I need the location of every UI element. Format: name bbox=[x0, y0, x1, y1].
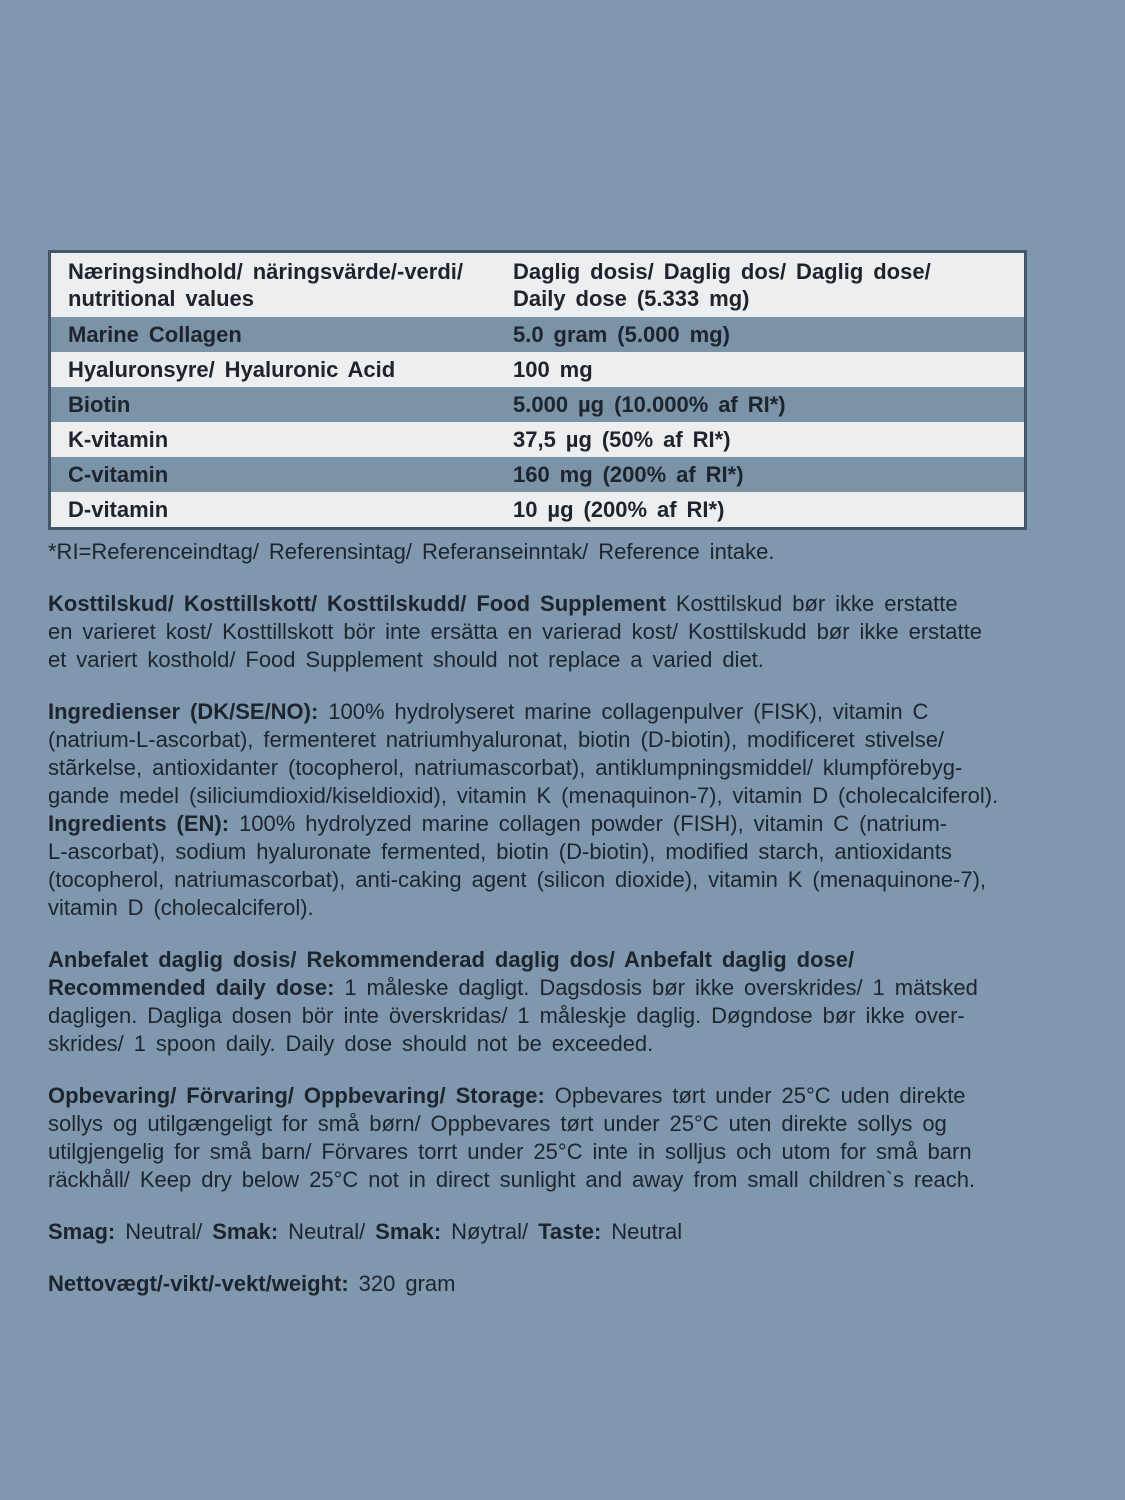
nutrition-table-header-row bbox=[51, 253, 1024, 317]
text-line bbox=[48, 1218, 1088, 1246]
ingredients-paragraph bbox=[48, 698, 1088, 922]
text-line bbox=[48, 810, 1088, 838]
text-line bbox=[48, 646, 1088, 674]
header-col1-line1: Næringsindhold/ näringsvärde/-verdi/ bbox=[68, 259, 464, 284]
table-row bbox=[51, 422, 1024, 457]
text-line bbox=[48, 866, 1088, 894]
text-line bbox=[48, 1082, 1088, 1110]
nutrient-value: 100 mg bbox=[513, 356, 593, 382]
text-line bbox=[48, 726, 1088, 754]
text-segment: en varieret kost/ Kosttillskott bör inte ersätta en varierad kost/ Kosttilskudd bør ikke erstatte bbox=[48, 619, 982, 644]
text-segment: gande medel (siliciumdioxid/kiseldioxid), vitamin K (menaquinon-7), vitamin D (cholecalciferol). bbox=[48, 783, 999, 808]
table-row bbox=[51, 352, 1024, 387]
header-col2-line2: Daily dose (5.333 mg) bbox=[513, 286, 750, 311]
header-nutritional-values bbox=[51, 258, 513, 312]
text-line bbox=[48, 946, 1088, 974]
text-line bbox=[48, 1138, 1088, 1166]
bold-text-segment: Opbevaring/ Förvaring/ Oppbevaring/ Storage: bbox=[48, 1083, 545, 1108]
nutrient-name: C-vitamin bbox=[68, 461, 169, 487]
text-segment: vitamin D (cholecalciferol). bbox=[48, 895, 314, 920]
text-segment: 320 gram bbox=[348, 1271, 456, 1296]
storage-paragraph bbox=[48, 1082, 1088, 1194]
text-line bbox=[48, 782, 1088, 810]
header-col1-line2: nutritional values bbox=[68, 286, 254, 311]
table-row bbox=[51, 387, 1024, 422]
text-segment: (tocopherol, natriumascorbat), anti-caking agent (silicon dioxide), vitamin K (menaquinone-7), bbox=[48, 867, 987, 892]
bold-text-segment: Ingredients (EN): bbox=[48, 811, 230, 836]
reference-intake-note bbox=[48, 538, 1088, 566]
bold-text-segment: Anbefalet daglig dosis/ Rekommenderad daglig dos/ Anbefalt daglig dose/ bbox=[48, 947, 855, 972]
header-daily-dose bbox=[513, 258, 1024, 312]
taste-line bbox=[48, 1218, 1088, 1246]
label-content bbox=[48, 250, 1088, 1298]
label-paragraphs bbox=[48, 538, 1088, 1298]
nutrient-value: 5.0 gram (5.000 mg) bbox=[513, 321, 730, 347]
text-segment: räckhåll/ Keep dry below 25°C not in direct sunlight and away from small children`s reach. bbox=[48, 1167, 976, 1192]
text-line bbox=[48, 894, 1088, 922]
text-line bbox=[48, 1110, 1088, 1138]
text-segment: (natrium-L-ascorbat), fermenteret natriumhyaluronat, biotin (D-biotin), modificeret stivelse/ bbox=[48, 727, 945, 752]
text-line bbox=[48, 1166, 1088, 1194]
table-row bbox=[51, 457, 1024, 492]
text-line bbox=[48, 838, 1088, 866]
text-line bbox=[48, 698, 1088, 726]
bold-text-segment: Recommended daily dose: bbox=[48, 975, 335, 1000]
food-supplement-paragraph bbox=[48, 590, 1088, 674]
text-segment: Neutral bbox=[601, 1219, 683, 1244]
nutrient-value: 5.000 µg (10.000% af RI*) bbox=[513, 391, 786, 417]
nutrient-name: Hyaluronsyre/ Hyaluronic Acid bbox=[68, 356, 396, 382]
recommended-dose-paragraph bbox=[48, 946, 1088, 1058]
nutrition-table-body bbox=[51, 317, 1024, 527]
bold-text-segment: Smag: bbox=[48, 1219, 116, 1244]
bold-text-segment: Ingredienser (DK/SE/NO): bbox=[48, 699, 319, 724]
text-segment: Neutral/ bbox=[278, 1219, 376, 1244]
text-line bbox=[48, 1270, 1088, 1298]
text-segment: *RI=Referenceindtag/ Referensintag/ Referanseinntak/ Reference intake. bbox=[48, 539, 775, 564]
text-line bbox=[48, 974, 1088, 1002]
nutrient-name: Biotin bbox=[68, 391, 131, 417]
text-segment: Nøytral/ bbox=[441, 1219, 539, 1244]
text-segment: L-ascorbat), sodium hyaluronate fermented, biotin (D-biotin), modified starch, antioxidants bbox=[48, 839, 952, 864]
nutrient-value: 37,5 µg (50% af RI*) bbox=[513, 426, 731, 452]
table-row bbox=[51, 492, 1024, 527]
bold-text-segment: Taste: bbox=[538, 1219, 602, 1244]
text-line bbox=[48, 590, 1088, 618]
text-line bbox=[48, 1030, 1088, 1058]
text-segment: sollys og utilgængeligt for små børn/ Oppbevares tørt under 25°C uten direkte sollys og bbox=[48, 1111, 947, 1136]
nutrient-name: Marine Collagen bbox=[68, 321, 242, 347]
text-segment: Opbevares tørt under 25°C uden direkte bbox=[544, 1083, 966, 1108]
nutrient-value: 160 mg (200% af RI*) bbox=[513, 461, 744, 487]
bold-text-segment: Smak: bbox=[375, 1219, 442, 1244]
text-segment: 1 måleske dagligt. Dagsdosis bør ikke overskrides/ 1 mätsked bbox=[334, 975, 978, 1000]
text-line bbox=[48, 618, 1088, 646]
net-weight-line bbox=[48, 1270, 1088, 1298]
nutrient-name: K-vitamin bbox=[68, 426, 169, 452]
header-col2-line1: Daglig dosis/ Daglig dos/ Daglig dose/ bbox=[513, 259, 931, 284]
text-segment: utilgjengelig for små barn/ Förvares torrt under 25°C inte in solljus och utom for små barn bbox=[48, 1139, 972, 1164]
text-line bbox=[48, 1002, 1088, 1030]
nutrition-table bbox=[48, 250, 1027, 530]
table-row bbox=[51, 317, 1024, 352]
text-segment: stãrkelse, antioxidanter (tocopherol, natriumascorbat), antiklumpningsmiddel/ klumpförebyg- bbox=[48, 755, 963, 780]
text-line bbox=[48, 754, 1088, 782]
text-segment: skrides/ 1 spoon daily. Daily dose should not be exceeded. bbox=[48, 1031, 654, 1056]
text-line bbox=[48, 538, 1088, 566]
bold-text-segment: Smak: bbox=[212, 1219, 279, 1244]
text-segment: 100% hydrolyseret marine collagenpulver (FISK), vitamin C bbox=[318, 699, 929, 724]
text-segment: 100% hydrolyzed marine collagen powder (FISH), vitamin C (natrium- bbox=[229, 811, 948, 836]
bold-text-segment: Kosttilskud/ Kosttillskott/ Kosttilskudd/ Food Supplement bbox=[48, 591, 666, 616]
text-segment: Kosttilskud bør ikke erstatte bbox=[665, 591, 958, 616]
text-segment: dagligen. Dagliga dosen bör inte överskridas/ 1 måleskje daglig. Døgndose bør ikke over- bbox=[48, 1003, 965, 1028]
nutrient-name: D-vitamin bbox=[68, 496, 169, 522]
text-segment: Neutral/ bbox=[115, 1219, 213, 1244]
bold-text-segment: Nettovægt/-vikt/-vekt/weight: bbox=[48, 1271, 349, 1296]
nutrient-value: 10 µg (200% af RI*) bbox=[513, 496, 725, 522]
text-segment: et variert kosthold/ Food Supplement should not replace a varied diet. bbox=[48, 647, 764, 672]
